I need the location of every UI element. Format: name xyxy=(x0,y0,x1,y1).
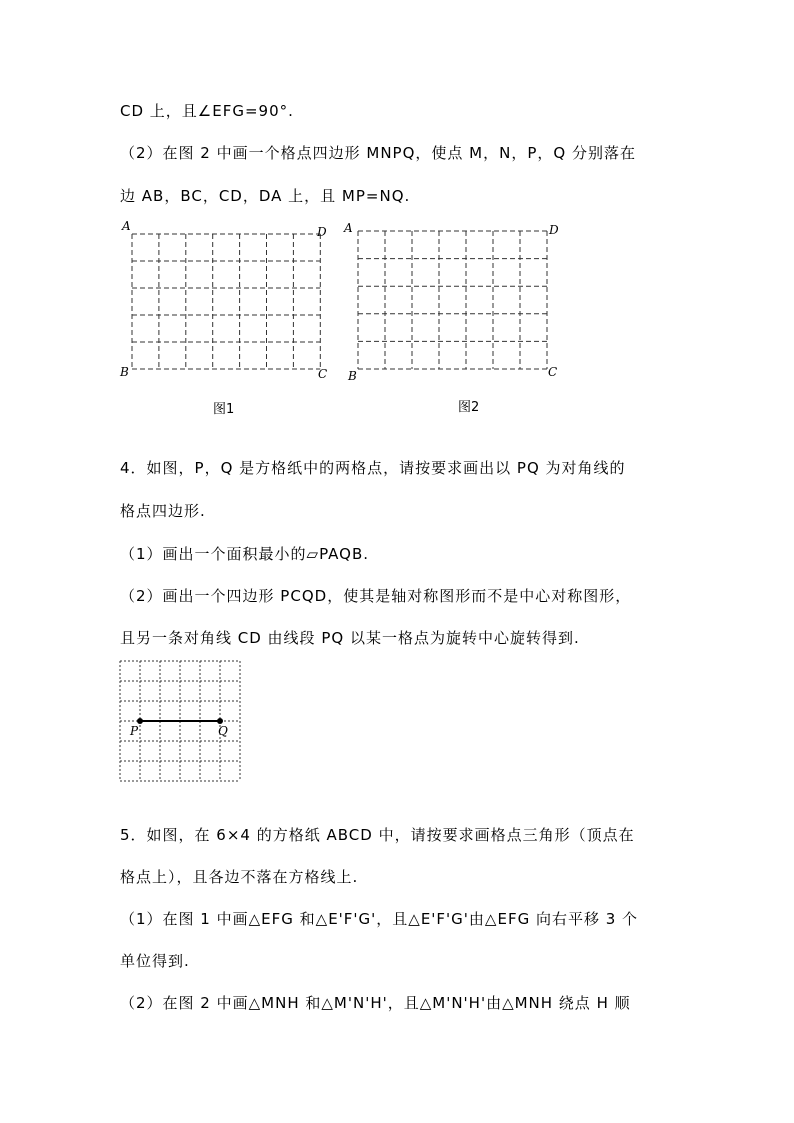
point-q xyxy=(217,718,223,724)
point-p xyxy=(137,718,143,724)
fig2-label-d: D xyxy=(549,223,559,237)
fig2-label-c: C xyxy=(548,365,558,379)
figure-grids-1-2 xyxy=(0,0,794,420)
fig2-label-a: A xyxy=(344,221,353,235)
text-line: （1）在图 1 中画△EFG 和△E'F'G'，且△E'F'G'由△EFG 向右平移 3 个 xyxy=(120,910,639,928)
text-line: 格点上），且各边不落在方格线上. xyxy=(120,868,359,886)
text-line: CD 上，且∠EFG=90°. xyxy=(120,102,294,120)
text-line: （2）画出一个四边形 PCQD，使其是轴对称图形而不是中心对称图形， xyxy=(120,587,632,605)
text-line: 单位得到. xyxy=(120,952,190,970)
label-p: P xyxy=(130,724,139,738)
text-line: 格点四边形. xyxy=(120,502,206,520)
fig1-label-d: D xyxy=(317,225,327,239)
text-line: （2）在图 2 中画△MNH 和△M'N'H'，且△M'N'H'由△MNH 绕点 H 顺 xyxy=(120,994,631,1012)
figure-1-grid xyxy=(132,234,320,369)
figure-3-grid xyxy=(120,661,240,781)
text-line: 边 AB，BC，CD，DA 上，且 MP=NQ. xyxy=(120,187,411,205)
text-line: （1）画出一个面积最小的▱PAQB. xyxy=(120,545,370,563)
fig1-label-b: B xyxy=(120,365,129,379)
text-line: 4．如图，P，Q 是方格纸中的两格点，请按要求画出以 PQ 为对角线的 xyxy=(120,459,626,477)
figure-2-grid xyxy=(358,231,547,369)
figure-1-caption: 图1 xyxy=(213,402,235,417)
text-line: 5．如图，在 6×4 的方格纸 ABCD 中，请按要求画格点三角形（顶点在 xyxy=(120,826,635,844)
fig2-label-b: B xyxy=(348,369,357,383)
fig1-label-a: A xyxy=(122,219,131,233)
text-line: （2）在图 2 中画一个格点四边形 MNPQ，使点 M，N，P，Q 分别落在 xyxy=(120,144,636,162)
text-line: 且另一条对角线 CD 由线段 PQ 以某一格点为旋转中心旋转得到. xyxy=(120,629,580,647)
figure-2-caption: 图2 xyxy=(458,400,480,415)
label-q: Q xyxy=(218,724,228,738)
fig1-label-c: C xyxy=(318,367,328,381)
